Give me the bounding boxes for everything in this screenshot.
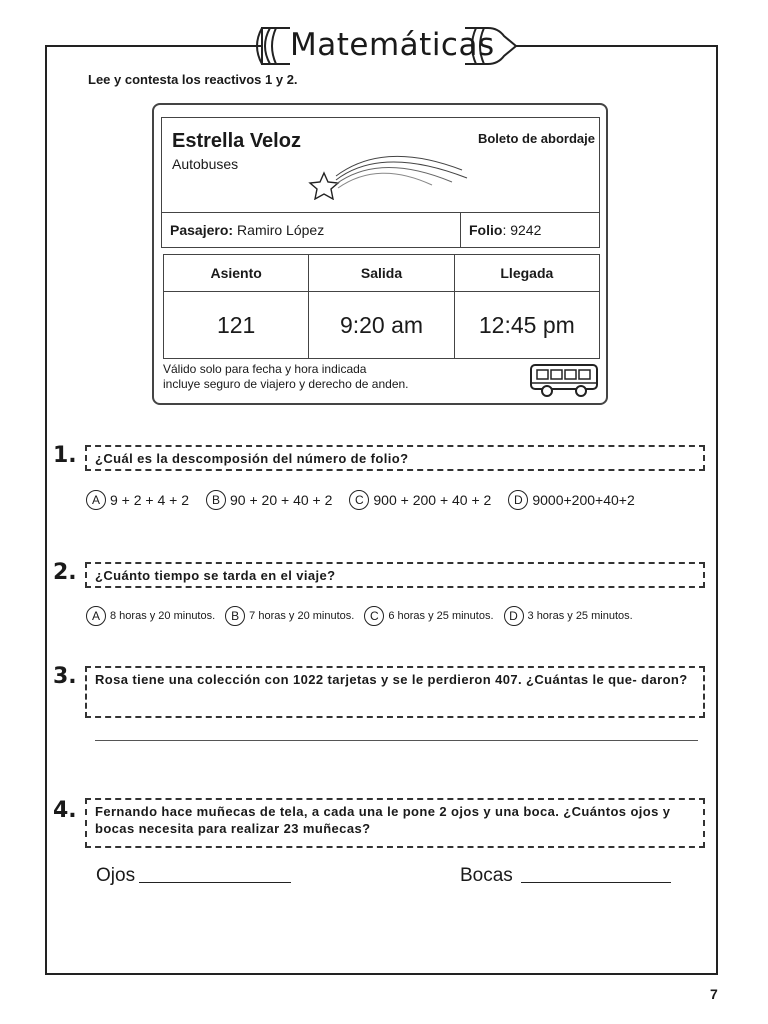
question-4-number: 4. (53, 798, 77, 823)
question-1-options (86, 490, 635, 510)
passenger-cell (162, 213, 461, 247)
page-title: Matemáticas (290, 27, 495, 63)
option-text: 7 horas y 20 minutos. (249, 610, 355, 622)
question-3-text: Rosa tiene una colección con 1022 tarjetas y se le perdieron 407. ¿Cuántas le que- daron? (95, 672, 688, 687)
eyes-blank[interactable] (139, 881, 291, 883)
arrival-value: 12:45 pm (454, 292, 599, 359)
option-1a[interactable] (86, 490, 189, 510)
departure-value: 9:20 am (309, 292, 454, 359)
option-letter: D (504, 606, 524, 626)
mouths-answer-field[interactable] (460, 865, 671, 887)
question-3-number: 3. (53, 664, 77, 689)
folio-label: Folio (469, 222, 503, 238)
question-2-box (85, 562, 705, 588)
option-letter: A (86, 606, 106, 626)
ticket-header (161, 117, 600, 213)
option-text: 900 + 200 + 40 + 2 (373, 492, 492, 508)
answer-line[interactable] (95, 740, 698, 741)
option-text: 90 + 20 + 40 + 2 (230, 492, 333, 508)
option-text: 9000+200+40+2 (532, 492, 635, 508)
bus-icon (529, 361, 603, 399)
question-4-box (85, 798, 705, 848)
option-2a[interactable] (86, 606, 215, 626)
ticket-footer-line1: Válido solo para fecha y hora indicada (163, 362, 367, 376)
question-4-text: Fernando hace muñecas de tela, a cada una le pone 2 ojos y una boca. ¿Cuántos ojos y bocas necesita para realizar 23 muñecas? (95, 804, 671, 836)
option-text: 9 + 2 + 4 + 2 (110, 492, 190, 508)
option-1d[interactable] (508, 490, 634, 510)
mouths-blank[interactable] (521, 881, 671, 883)
departure-header: Salida (309, 255, 454, 292)
folio-value: : 9242 (502, 222, 542, 238)
question-2-number: 2. (53, 560, 77, 585)
ticket-footer-line2: incluye seguro de viajero y derecho de anden. (163, 377, 409, 391)
shooting-star-icon (302, 140, 472, 200)
option-letter: C (364, 606, 384, 626)
question-3-box (85, 666, 705, 718)
page-number: 7 (710, 986, 718, 1002)
instructions-text: Lee y contesta los reactivos 1 y 2. (88, 72, 298, 87)
seat-value: 121 (164, 292, 309, 359)
option-text: 6 horas y 25 minutos. (388, 610, 494, 622)
option-letter: A (86, 490, 106, 510)
company-name: Estrella Veloz (172, 130, 301, 152)
question-2-text: ¿Cuánto tiempo se tarda en el viaje? (95, 568, 336, 583)
ticket-footer (163, 362, 409, 392)
option-text: 3 horas y 25 minutos. (527, 610, 633, 622)
ticket-type: Boleto de abordaje (477, 131, 595, 146)
option-letter: B (206, 490, 226, 510)
arrival-header: Llegada (454, 255, 599, 292)
question-2-options (86, 606, 633, 626)
option-2d[interactable] (504, 606, 633, 626)
question-1-box (85, 445, 705, 471)
question-1-text: ¿Cuál es la descomposión del número de folio? (95, 451, 409, 466)
question-1-number: 1. (53, 443, 77, 468)
schedule-table (163, 254, 600, 359)
option-1c[interactable] (349, 490, 491, 510)
passenger-name: Ramiro López (237, 222, 325, 238)
option-letter: B (225, 606, 245, 626)
folio-cell (461, 213, 541, 247)
option-text: 8 horas y 20 minutos. (110, 610, 216, 622)
option-2b[interactable] (225, 606, 354, 626)
eyes-answer-field[interactable] (96, 865, 291, 887)
passenger-row (161, 212, 600, 248)
option-letter: C (349, 490, 369, 510)
option-1b[interactable] (206, 490, 332, 510)
company-subtitle: Autobuses (172, 156, 239, 172)
seat-header: Asiento (164, 255, 309, 292)
option-2c[interactable] (364, 606, 493, 626)
passenger-label: Pasajero: (170, 222, 234, 238)
eyes-label: Ojos (96, 865, 136, 886)
option-letter: D (508, 490, 528, 510)
mouths-label: Bocas (460, 865, 513, 886)
